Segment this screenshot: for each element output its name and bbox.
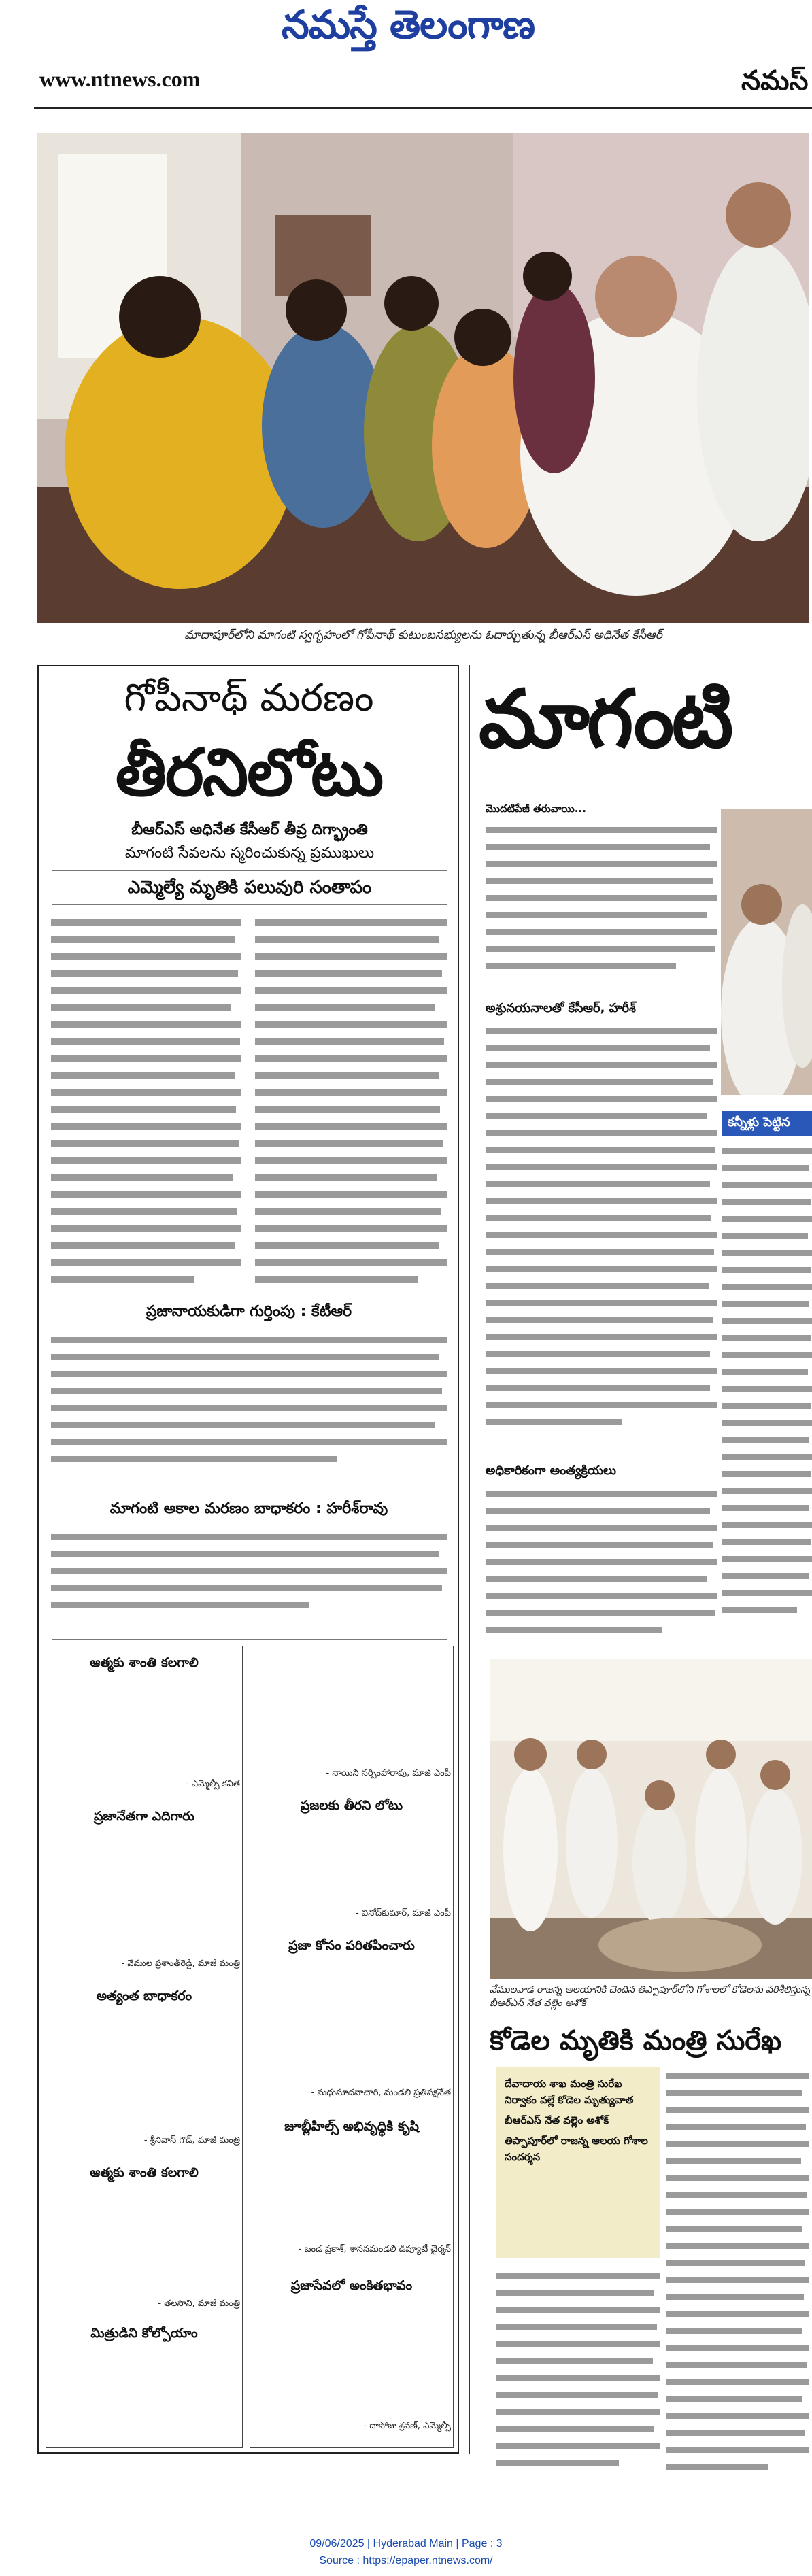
section-divider-2 bbox=[52, 1639, 447, 1640]
text-lines-placeholder bbox=[51, 1529, 447, 1631]
kodela-headline: కోడెల మృతికి మంత్రి సురేఖ bbox=[490, 2025, 782, 2056]
tribute-head-9: ప్రజాసేవలో అంకితభావం bbox=[290, 2278, 413, 2293]
continued-note: మొదటిపేజీ తరువాయి... bbox=[486, 802, 586, 815]
tribute-head-5: మిత్రుడిని కోల్పోయాం bbox=[90, 2326, 198, 2341]
left-headline-1: గోపీనాథ్ మరణం bbox=[124, 676, 374, 720]
text-lines-placeholder bbox=[51, 1332, 447, 1481]
tribute-head-8: జూబ్లీహిల్స్ అభివృద్ధికి కృషి bbox=[284, 2119, 419, 2134]
subhead-harish: మాగంటి అకాల మరణం బాధాకరం : హరీశ్‌రావు bbox=[109, 1500, 388, 1517]
gosala-photo-illustration bbox=[490, 1659, 812, 1979]
right-subhead-1: అశ్రునయనాలతో కేసీఆర్, హరీశ్ bbox=[486, 1001, 636, 1015]
tribute-head-6: ప్రజలకు తీరని లోటు bbox=[300, 1798, 403, 1813]
left-headline-2: తీరనిలోటు bbox=[115, 734, 383, 811]
footer-source-link[interactable]: Source : https://epaper.ntnews.com/ bbox=[319, 2555, 493, 2566]
ktr-body bbox=[51, 1332, 447, 1481]
tribute-head-2: ప్రజానేతగా ఎదిగారు bbox=[94, 1809, 194, 1824]
tribute-head-3: అత్యంత బాధాకరం bbox=[96, 1988, 192, 2003]
text-lines-placeholder bbox=[51, 914, 241, 1295]
tribute-byline-9: - దాసోజు శ్రవణ్, ఎమ్మెల్సీ bbox=[363, 2421, 451, 2431]
right-body-2 bbox=[486, 1023, 717, 1458]
right-headline: మాగంటి bbox=[479, 672, 731, 766]
harish-body bbox=[51, 1529, 447, 1631]
tribute-head-7: ప్రజా కోసం పరితపించారు bbox=[288, 1938, 415, 1953]
newspaper-title: నమస్తే తెలంగాణ bbox=[282, 1, 535, 48]
text-lines-placeholder bbox=[486, 1485, 717, 1648]
tributes-right-column bbox=[250, 1646, 454, 2448]
kodela-body-right bbox=[666, 2067, 809, 2489]
gosala-photo bbox=[490, 1659, 812, 1979]
text-lines-placeholder bbox=[255, 914, 447, 1295]
tribute-byline-4: - తలసాని, మాజీ మంత్రి bbox=[158, 2299, 240, 2309]
deck-divider-2 bbox=[52, 904, 447, 905]
left-deck-3: ఎమ్మెల్యే మృతికి పలువురి సంతాపం bbox=[127, 877, 372, 898]
page-footer bbox=[0, 2535, 812, 2576]
left-body-col-2 bbox=[255, 914, 447, 1295]
site-url[interactable]: www.ntnews.com bbox=[39, 67, 201, 91]
masthead-right-fragment: నమస్ bbox=[741, 65, 809, 97]
main-photo bbox=[37, 133, 809, 623]
text-lines-placeholder bbox=[722, 1142, 812, 1646]
tribute-byline-3: - శ్రీనివాస్ గౌడ్, మాజీ మంత్రి bbox=[143, 2135, 240, 2146]
kodela-bullets-box bbox=[496, 2067, 660, 2258]
text-lines-placeholder bbox=[486, 821, 717, 998]
tribute-byline-2: - వేముల ప్రశాంత్‌రెడ్డి, మాజీ మంత్రి bbox=[121, 1959, 240, 1969]
tribute-head-1: ఆత్మకు శాంతి కలగాలి bbox=[90, 1655, 199, 1670]
column-divider bbox=[469, 665, 470, 2454]
left-deck-2: మాగంటి సేవలను స్మరించుకున్న ప్రముఖులు bbox=[124, 845, 375, 862]
left-body-col-1 bbox=[51, 914, 241, 1295]
inset-photo bbox=[721, 809, 812, 1095]
tribute-byline-7: - మధుసూదనాచారి, మండలి ప్రతిపక్షనేత bbox=[311, 2088, 451, 2098]
right-body-3 bbox=[486, 1485, 717, 1648]
tribute-byline-6: - వినోద్‌కుమార్, మాజీ ఎంపీ bbox=[356, 1908, 451, 1918]
left-story-box bbox=[37, 665, 459, 2454]
side-column-text bbox=[722, 1142, 812, 1646]
right-body-1 bbox=[486, 821, 717, 998]
text-lines-placeholder bbox=[486, 1023, 717, 1458]
right-subhead-2: అధికారికంగా అంత్యక్రియలు bbox=[486, 1463, 616, 1478]
kodela-bullet-2: బీఆర్‌ఎస్ నేత వల్లెం అశోక్ bbox=[505, 2114, 609, 2126]
text-lines-placeholder bbox=[496, 2267, 660, 2492]
callout-label: కన్నీళ్లు పెట్టిన bbox=[722, 1111, 812, 1136]
masthead-rule bbox=[34, 107, 812, 109]
left-deck-1: బీఆర్‌ఎస్ అధినేత కేసీఆర్ తీవ్ర దిగ్భ్రాంతి bbox=[131, 821, 368, 838]
tribute-byline-5: - నాయిని నర్సింహారావు, మాజీ ఎంపీ bbox=[326, 1768, 451, 1778]
tribute-head-4: ఆత్మకు శాంతి కలగాలి bbox=[90, 2165, 199, 2180]
subhead-ktr: ప్రజానాయకుడిగా గుర్తింపు : కేటీఆర్ bbox=[146, 1303, 352, 1320]
inset-photo-illustration bbox=[721, 809, 812, 1095]
gosala-photo-caption: వేములవాడ రాజన్న ఆలయానికి చెందిన తిప్పాపూర్‌లోని గోశాలలో కోడెలను పరిశీలిస్తున్న బీఆర్‌ఎస్ నేత వల్లెం అశోక్ bbox=[490, 1984, 811, 2009]
kodela-body-left bbox=[496, 2267, 660, 2492]
kodela-bullet-3: తిప్పాపూర్‌లో రాజన్న ఆలయ గోశాల సందర్శన bbox=[505, 2135, 648, 2163]
kodela-bullet-1: దేవాదాయ శాఖ మంత్రి సురేఖ నిర్వాకం వల్లే కోడెల మృత్యువాత bbox=[505, 2078, 634, 2106]
footer-date-line: 09/06/2025 | Hyderabad Main | Page : 3 bbox=[309, 2538, 503, 2549]
text-lines-placeholder bbox=[666, 2067, 809, 2489]
main-photo-illustration bbox=[37, 133, 809, 623]
deck-divider bbox=[52, 870, 447, 871]
main-photo-caption: మాదాపూర్‌లోని మాగంటి స్వగృహంలో గోపీనాథ్ కుటుంబసభ్యులను ఓదార్చుతున్న బీఆర్‌ఎస్ అధినేత కేసీఆర్ bbox=[184, 628, 662, 642]
tribute-byline-1: - ఎమ్మెల్సీ కవిత bbox=[186, 1779, 240, 1789]
tribute-byline-8: - బండ ప్రకాశ్, శాసనమండలి డిప్యూటీ చైర్మన్ bbox=[298, 2244, 451, 2254]
masthead bbox=[0, 0, 812, 122]
